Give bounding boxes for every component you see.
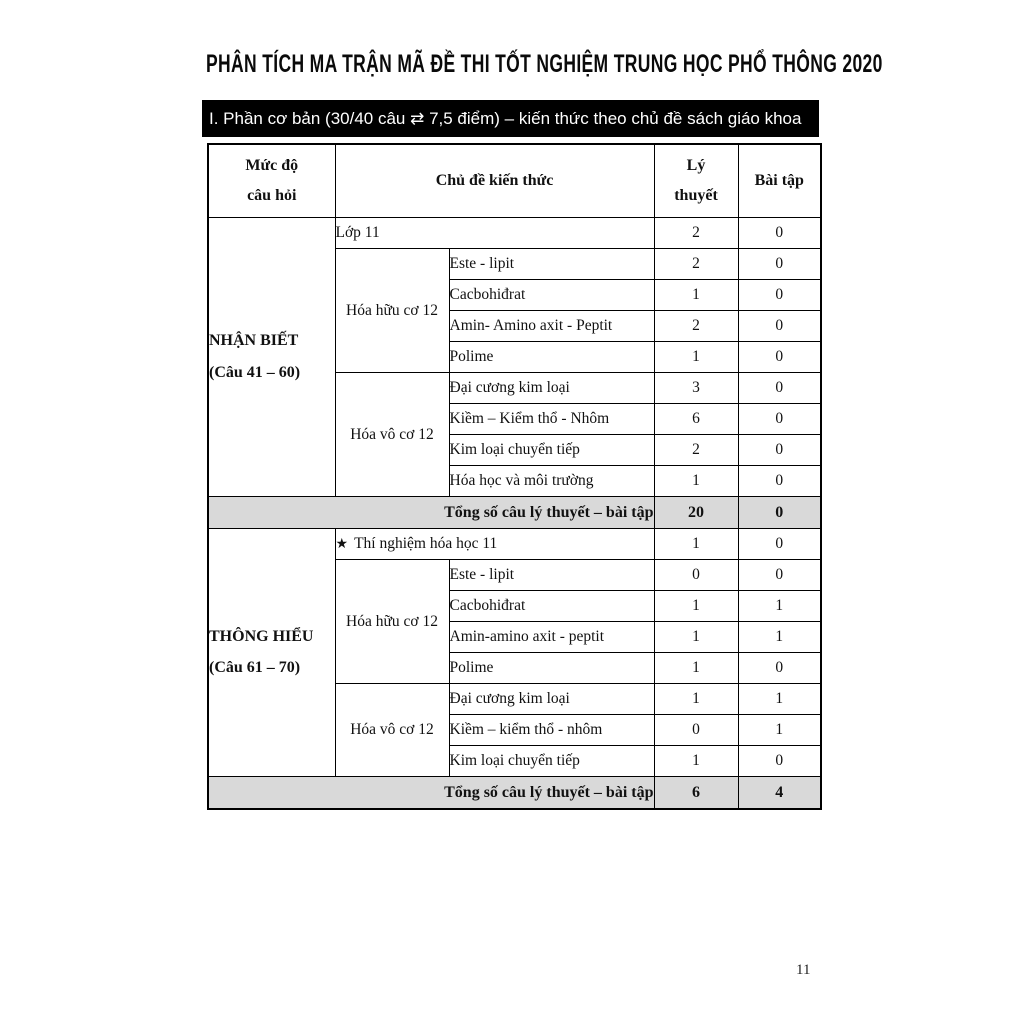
theory-value: 2 <box>654 435 738 466</box>
topic-text: Thí nghiệm hóa học 11 <box>354 535 498 552</box>
topic-cell: Cacbohiđrat <box>449 280 654 311</box>
level-name: THÔNG HIỂU <box>209 627 314 645</box>
header-exercise: Bài tập <box>738 144 821 218</box>
page-number: 11 <box>796 962 811 978</box>
header-level <box>208 144 335 218</box>
page-title-text: PHÂN TÍCH MA TRẬN MÃ ĐỀ THI TỐT NGHIỆM TRUNG HỌC PHỔ THÔNG 2020 <box>206 50 883 78</box>
total-label: Tổng số câu lý thuyết – bài tập <box>208 497 654 529</box>
total-row-nhan-biet <box>208 497 821 529</box>
exercise-value: 0 <box>738 373 821 404</box>
table-row <box>208 218 821 249</box>
theory-value: 1 <box>654 622 738 653</box>
exercise-value: 0 <box>738 560 821 591</box>
exercise-value: 1 <box>738 684 821 715</box>
level-range: (Câu 61 – 70) <box>209 659 301 676</box>
topic-cell: Kiềm – Kiểm thổ - Nhôm <box>449 404 654 435</box>
section-header-bar <box>202 100 819 137</box>
exercise-value: 0 <box>738 435 821 466</box>
theory-value: 3 <box>654 373 738 404</box>
group-cell-organic: Hóa hữu cơ 12 <box>335 249 449 373</box>
topic-cell-experiment <box>335 529 654 560</box>
theory-value: 0 <box>654 715 738 746</box>
theory-value: 2 <box>654 218 738 249</box>
topic-cell: Este - lipit <box>449 249 654 280</box>
topic-cell: Lớp 11 <box>335 218 654 249</box>
theory-value: 1 <box>654 591 738 622</box>
level-range: (Câu 41 – 60) <box>209 363 301 381</box>
topic-cell: Cacbohiđrat <box>449 591 654 622</box>
exercise-value: 0 <box>738 249 821 280</box>
table-row <box>208 529 821 560</box>
total-exercise-value: 4 <box>738 777 821 810</box>
exercise-value: 0 <box>738 342 821 373</box>
level-cell-nhan-biet <box>208 218 335 497</box>
group-cell-organic: Hóa hữu cơ 12 <box>335 560 449 684</box>
header-level-line2: câu hỏi <box>247 187 297 204</box>
exam-matrix-table <box>207 143 822 810</box>
exercise-value: 1 <box>738 591 821 622</box>
level-name: NHẬN BIẾT <box>209 332 299 350</box>
exercise-value: 0 <box>738 746 821 777</box>
topic-cell: Polime <box>449 653 654 684</box>
theory-value: 1 <box>654 342 738 373</box>
star-icon: ★ <box>335 537 349 552</box>
theory-value: 2 <box>654 311 738 342</box>
topic-cell: Amin- Amino axit - Peptit <box>449 311 654 342</box>
total-theory-value: 6 <box>654 777 738 810</box>
theory-value: 1 <box>654 684 738 715</box>
theory-value: 1 <box>654 280 738 311</box>
exercise-value: 0 <box>738 218 821 249</box>
exercise-value: 0 <box>738 653 821 684</box>
theory-value: 1 <box>654 529 738 560</box>
theory-value: 1 <box>654 653 738 684</box>
exercise-value: 0 <box>738 466 821 497</box>
section-header-text: I. Phần cơ bản (30/40 câu ⇄ 7,5 điểm) – kiến thức theo chủ đề sách giáo khoa <box>209 108 802 128</box>
topic-cell: Amin-amino axit - peptit <box>449 622 654 653</box>
total-row-thong-hieu <box>208 777 821 810</box>
topic-cell: Đại cương kim loại <box>449 373 654 404</box>
exercise-value: 0 <box>738 404 821 435</box>
exercise-value: 0 <box>738 311 821 342</box>
topic-cell: Kim loại chuyển tiếp <box>449 746 654 777</box>
total-exercise-value: 0 <box>738 497 821 529</box>
topic-cell: Đại cương kim loại <box>449 684 654 715</box>
page-title <box>206 50 1024 79</box>
total-label: Tổng số câu lý thuyết – bài tập <box>208 777 654 810</box>
level-cell-thong-hieu <box>208 529 335 777</box>
theory-value: 6 <box>654 404 738 435</box>
header-level-line1: Mức độ <box>245 157 299 175</box>
header-topic: Chủ đề kiến thức <box>335 144 654 218</box>
group-cell-inorganic: Hóa vô cơ 12 <box>335 684 449 777</box>
exercise-value: 1 <box>738 715 821 746</box>
theory-value: 0 <box>654 560 738 591</box>
group-cell-inorganic: Hóa vô cơ 12 <box>335 373 449 497</box>
table-header-row <box>208 144 821 218</box>
header-theory-line1: Lý <box>686 157 706 175</box>
topic-cell: Kim loại chuyển tiếp <box>449 435 654 466</box>
theory-value: 2 <box>654 249 738 280</box>
theory-value: 1 <box>654 466 738 497</box>
topic-cell: Hóa học và môi trường <box>449 466 654 497</box>
exercise-value: 0 <box>738 280 821 311</box>
topic-cell: Polime <box>449 342 654 373</box>
exercise-value: 1 <box>738 622 821 653</box>
header-theory-line2: thuyết <box>674 187 718 204</box>
topic-cell: Kiềm – kiểm thổ - nhôm <box>449 715 654 746</box>
total-theory-value: 20 <box>654 497 738 529</box>
topic-cell: Este - lipit <box>449 560 654 591</box>
exercise-value: 0 <box>738 529 821 560</box>
theory-value: 1 <box>654 746 738 777</box>
header-theory <box>654 144 738 218</box>
